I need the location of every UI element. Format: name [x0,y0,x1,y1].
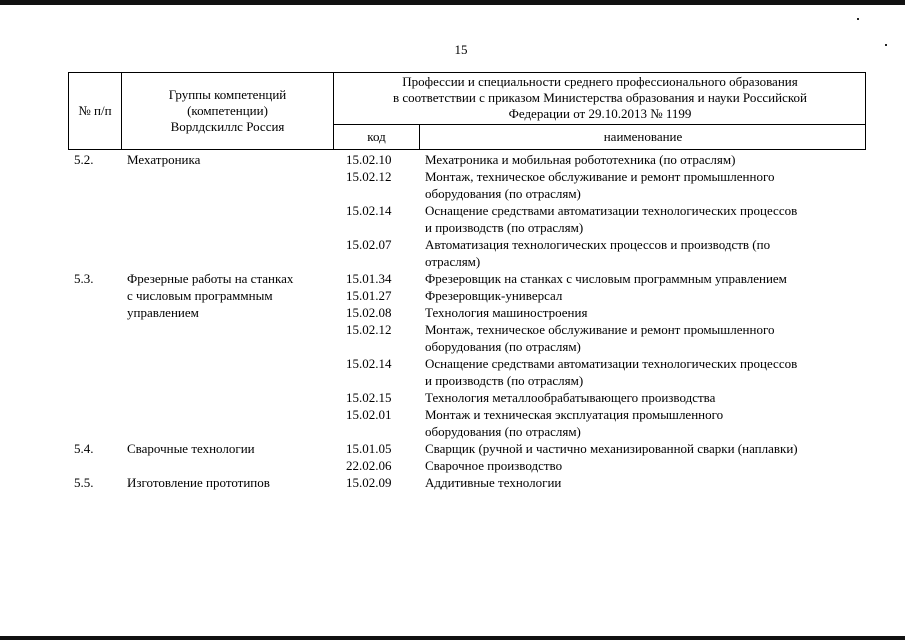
profession-name-line: оборудования (по отраслям) [425,186,581,201]
profession-code: 15.02.10 [346,152,392,167]
profession-name-line: Сварочное производство [425,458,563,473]
header-num-label: № п/п [78,103,112,118]
scan-speck [885,44,887,46]
header-professions-line: в соответствии с приказом Министерства образования и науки Российской [393,90,807,105]
group-name-line: управлением [127,305,199,320]
profession-name-line: Автоматизация технологических процессов и производств (по [425,237,771,252]
profession-name-line: отраслям) [425,254,481,269]
profession-code: 15.02.01 [346,407,392,422]
header-professions-label [334,74,866,122]
profession-code: 15.01.05 [346,441,392,456]
scan-edge-bottom [0,636,905,640]
header-professions-line: Профессии и специальности среднего профессионального образования [402,74,798,89]
profession-code: 15.02.14 [346,203,392,218]
profession-name-line: Монтаж, техническое обслуживание и ремонт промышленного [425,169,775,184]
profession-code: 15.02.08 [346,305,392,320]
profession-name-line: оборудования (по отраслям) [425,339,581,354]
group-name-line: с числовым программным [127,288,273,303]
profession-name-line: Мехатроника и мобильная робототехника (по отраслям) [425,152,736,167]
profession-name-line: Монтаж, техническое обслуживание и ремонт промышленного [425,322,775,337]
profession-name-line: оборудования (по отраслям) [425,424,581,439]
group-name-line: Мехатроника [127,152,201,167]
profession-code: 15.01.27 [346,288,392,303]
profession-name-line: и производств (по отраслям) [425,373,584,388]
profession-name-line: Аддитивные технологии [425,475,562,490]
profession-code: 15.02.12 [346,322,392,337]
profession-name-line: и производств (по отраслям) [425,220,584,235]
profession-code: 15.02.14 [346,356,392,371]
group-number: 5.4. [74,441,94,456]
profession-name-line: Оснащение средствами автоматизации технологических процессов [425,203,798,218]
profession-code: 15.02.07 [346,237,392,252]
header-name-label: наименование [603,129,683,144]
table-header [68,72,866,150]
profession-code: 22.02.06 [346,458,392,473]
profession-code: 15.02.15 [346,390,392,405]
header-code-label: код [367,129,386,144]
group-number: 5.2. [74,152,94,167]
profession-name-line: Технология металлообрабатывающего производства [425,390,716,405]
header-professions-line: Федерации от 29.10.2013 № 1199 [508,106,692,121]
header-group-line: Ворлдскиллс Россия [170,119,285,134]
group-number: 5.3. [74,271,94,286]
profession-name-line: Монтаж и техническая эксплуатация промышленного [425,407,724,422]
header-group-line: Группы компетенций [168,87,287,102]
profession-code: 15.02.12 [346,169,392,184]
group-number: 5.5. [74,475,94,490]
page-number: 15 [454,42,468,57]
profession-name-line: Сварщик (ручной и частично механизированной сварки (наплавки) [425,441,798,456]
profession-name-line: Технология машиностроения [425,305,588,320]
profession-name-line: Фрезеровщик-универсал [425,288,563,303]
group-name-line: Изготовление прототипов [127,475,270,490]
profession-code: 15.01.34 [346,271,392,286]
profession-name-line: Фрезеровщик на станках с числовым программным управлением [425,271,787,286]
group-name-line: Фрезерные работы на станках [127,271,294,286]
group-name-line: Сварочные технологии [127,441,255,456]
header-group-line: (компетенции) [187,103,268,118]
header-subdivider [333,124,866,125]
profession-name-line: Оснащение средствами автоматизации технологических процессов [425,356,798,371]
profession-code: 15.02.09 [346,475,392,490]
scan-edge-top [0,0,905,5]
scan-speck [857,18,859,20]
header-group-label [122,87,333,135]
